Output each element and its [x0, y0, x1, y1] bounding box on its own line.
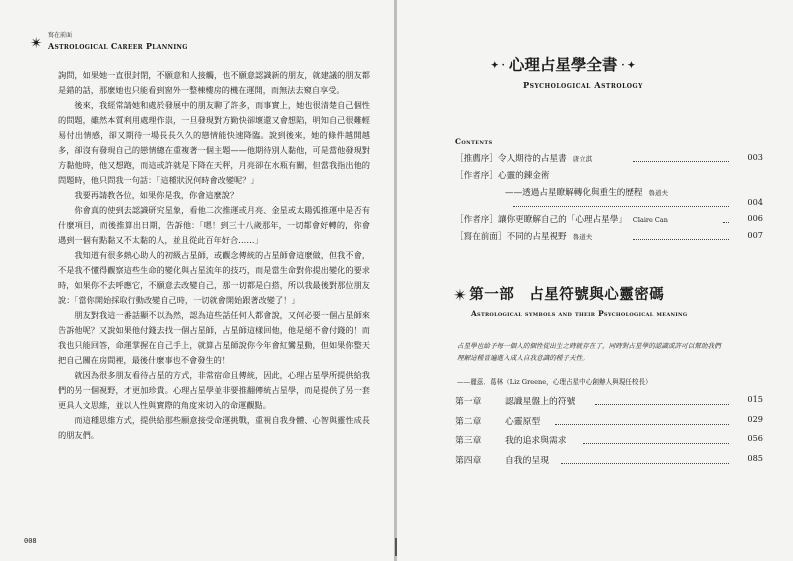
epigraph: 占星學也給予每一個人的個性從出生之時就存在了，同時對占星學的認識或許可以幫助我們理解這種普遍進入成人自我意識的種子天性。	[457, 342, 721, 362]
chapter-page: 085	[747, 452, 763, 463]
body-text	[58, 68, 370, 443]
toc-label: ［作者序］心靈的鍊金術	[455, 171, 550, 181]
paragraph: 後來，我經常請她和處於發展中的朋友聊了許多，而事實上，她也很清楚自己個性的問題，雖然本質利用處理作祟，一旦發現對方勤快卻壞還又會想陷，明知自己很難輕易付出情感，卻又期待一場長長久久的戀情能快速降臨。說到後來，她的條件越開越多，卻沒有發現自己的戀情總在重複著一個主題——他期待別人黏他，可是當他發現對方黏他時，他又想跑，而這或許就是下降在天秤，月亮卻在水瓶有關，但當我指出他的問題時，他只問我一句話：「這種狀況何時會改變呢？」	[58, 100, 370, 185]
chapter-number: 第二章	[455, 416, 482, 427]
toc-author: 魯道夫	[572, 233, 593, 241]
sparkle-icon: ✦ ·	[491, 61, 505, 71]
toc-label: ［推薦序］令人期待的占星書	[455, 154, 567, 164]
sparkle-icon: · ✦	[621, 61, 636, 71]
toc-entry	[455, 184, 763, 211]
right-page	[397, 0, 793, 561]
part-heading	[453, 283, 664, 306]
page-number: 008	[24, 537, 37, 545]
left-page	[0, 0, 396, 561]
part-title: 第一部 占星符號與心靈密碼	[469, 286, 665, 303]
chapter-list	[455, 392, 763, 470]
chapter-number: 第三章	[455, 436, 482, 446]
header-kicker: 寫在前面	[48, 32, 73, 39]
book-subtitle: Psychological Astrology	[523, 80, 643, 90]
book-title-block	[487, 53, 639, 75]
chapter-entry	[455, 392, 763, 412]
chapter-entry	[455, 431, 763, 451]
toc-page: 004	[747, 197, 763, 207]
leader-dots	[723, 214, 729, 223]
leader-dots	[633, 153, 729, 162]
book-title: 心理占星學全書	[508, 55, 618, 74]
chapter-title: 我的追求與需求	[505, 436, 567, 446]
chapter-page: 015	[747, 394, 763, 404]
chapter-title: 心靈原型	[505, 416, 541, 427]
chapter-title: 自我的呈現	[505, 455, 549, 466]
paragraph: 我知道有很多熱心助人的初級占星師，或觀念傳統的占星師會這麼做，但我不會，不是我不懂得觀察這些生命的變化與占星流年的技巧，而是當生命對你提出變化的要求時，如果你不去呼應它，不願意去改變自己，那一切都是白搭，所以我最後對那位朋友說：「當你開始採取行動改變自己時，一切就會開始跟著改變了！」	[58, 250, 370, 305]
leader-dots	[513, 198, 729, 207]
toc-author: 唐立淇	[572, 155, 593, 163]
compass-star-icon: ✴	[453, 286, 468, 306]
toc-entry	[455, 167, 755, 184]
toc-entry	[455, 228, 763, 245]
paragraph: 詢問，如果她一直很封閉，不願意和人接觸，也不願意認識新的朋友，就建議的朋友都是錯的話，那麼她也只能看到窗外一整棟樓房的機在運開，而無法去窺自享受。	[58, 70, 370, 95]
leader-dots	[561, 455, 729, 464]
toc-label: ——透過占星瞭解轉化與重生的歷程	[505, 188, 643, 198]
toc-author: Claire Can	[632, 216, 668, 224]
contents-heading: Contents	[455, 137, 493, 146]
chapter-entry	[455, 451, 763, 471]
toc-page: 003	[747, 152, 763, 162]
part-subtitle: Astrological symbols and their Psychological meaning	[471, 309, 688, 318]
toc-entry	[455, 211, 763, 228]
leader-dots	[583, 435, 729, 444]
scan-edge-mark	[395, 538, 397, 556]
paragraph: 朋友對我這一番話顯不以為然，認為這些話任何人都會說，又何必要一個占星師來告訴他呢？又說如果他付錢去找一個占星師，占星師這樣回他，他是絕不會付錢的！而我也只能回答，命運掌握在自己手上，就算占星師說你今年會紅鸞星動，但如果你整天把自己關在房間裡，最後什麼事也不會發生的！	[58, 310, 370, 365]
leader-dots	[595, 396, 729, 405]
chapter-page: 029	[747, 413, 763, 424]
chapter-page: 056	[747, 433, 763, 443]
paragraph: 而這種思維方式，提供給那些願意接受命運挑戰，重視自我身體、心智與靈性成長的朋友們。	[58, 415, 370, 440]
paragraph: 你會真的使到去認識研究星象，看他二次推運或月亮、金星或太陽弧推運中是否有什麼項目，而後推算出日期，告訴他：「嗯！到三十八歲那年，一切都會好轉的，你會遇到一個有點黏又不太黏的人，並且從此百年好合……」	[58, 205, 370, 245]
toc-page: 007	[747, 230, 763, 240]
toc-label: ［寫在前面］不同的占星視野	[455, 232, 567, 242]
toc-list	[455, 150, 763, 245]
paragraph: 就因為很多朋友看待占星的方式，非常宿命且傳統，因此，心理占星學所提供給我們的另一個視野，才更加珍貴。心理占星學並非要推翻傳統占星學，而是提供了另一套更具人文思維，並以人性與實際的角度來切入的命運觀點。	[58, 370, 370, 410]
header-title: Astrological Career Planning	[48, 41, 188, 51]
toc-author: 魯道夫	[648, 189, 669, 197]
leader-dots	[633, 231, 729, 240]
chapter-number: 第一章	[455, 397, 482, 407]
leader-dots	[555, 416, 729, 425]
paragraph: 我要再請教各位，如果你是我，你會這麼說？	[74, 190, 239, 200]
chapter-number: 第四章	[455, 455, 482, 466]
chapter-entry	[455, 412, 763, 432]
toc-entry	[455, 150, 763, 167]
compass-star-icon: ✴	[30, 34, 43, 52]
epigraph-attribution: ——麗茲．葛林（Liz Greene，心理占星中心創辦人與現任校長）	[457, 378, 652, 386]
toc-page: 006	[747, 213, 763, 223]
chapter-title: 認識星盤上的符號	[505, 397, 576, 407]
toc-label: ［作者序］讓你更瞭解自己的「心理占星學」	[455, 215, 627, 225]
